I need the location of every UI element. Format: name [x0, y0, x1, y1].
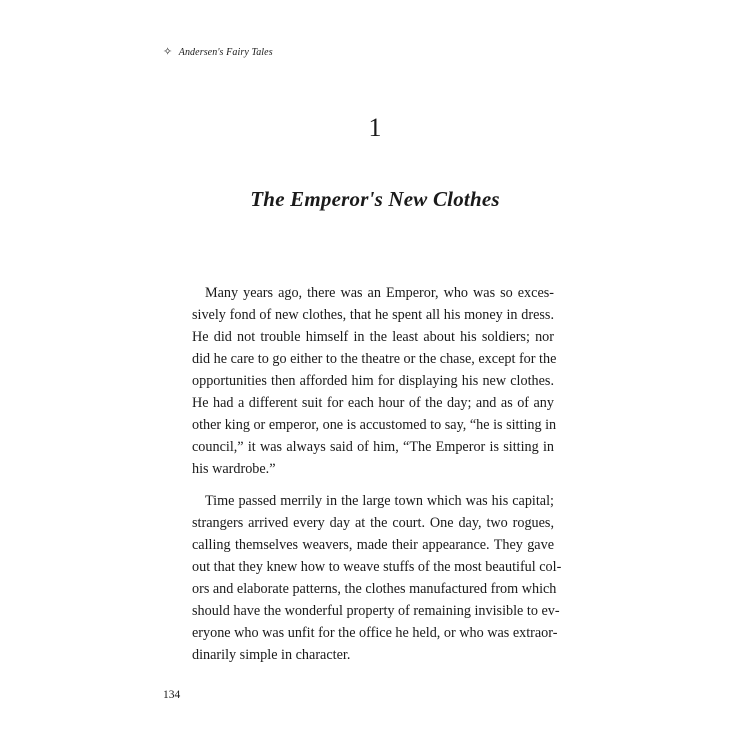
paragraph: [192, 490, 562, 666]
text-line: calling themselves weavers, made their appearance. They gave: [192, 537, 554, 553]
text-line: eryone who was unfit for the office he held, or who was extraor-: [192, 625, 558, 641]
text-line: He did not trouble himself in the least about his soldiers; nor: [192, 329, 554, 345]
text-line: his wardrobe.”: [192, 461, 276, 477]
text-line: sively fond of new clothes, that he spent all his money in dress.: [192, 307, 554, 323]
chapter-number: 1: [368, 113, 382, 142]
text-line: He had a different suit for each hour of the day; and as of any: [192, 395, 554, 411]
paragraph: [192, 282, 557, 480]
text-line: strangers arrived every day at the court. One day, two rogues,: [192, 515, 554, 531]
text-line: ors and elaborate patterns, the clothes manufactured from which: [192, 581, 557, 597]
text-line: did he care to go either to the theatre or the chase, except for the: [192, 351, 557, 367]
page-number: 134: [163, 689, 181, 701]
text-line: should have the wonderful property of remaining invisible to ev-: [192, 603, 560, 619]
body-text: [192, 282, 562, 666]
text-line: Many years ago, there was an Emperor, who was so exces-: [205, 285, 554, 301]
text-line: dinarily simple in character.: [192, 647, 351, 663]
chapter-title: The Emperor's New Clothes: [250, 187, 500, 211]
text-line: opportunities then afforded him for displaying his new clothes.: [192, 373, 554, 389]
text-line: Time passed merrily in the large town which was his capital;: [205, 493, 554, 509]
running-header: [163, 45, 273, 58]
text-line: other king or emperor, one is accustomed to say, “he is sitting in: [192, 417, 557, 433]
text-line: out that they knew how to weave stuffs of the most beautiful col-: [192, 559, 562, 575]
running-title: Andersen's Fairy Tales: [178, 47, 273, 58]
text-line: council,” it was always said of him, “The Emperor is sitting in: [192, 439, 554, 455]
ornament-icon: ✧: [163, 46, 173, 58]
